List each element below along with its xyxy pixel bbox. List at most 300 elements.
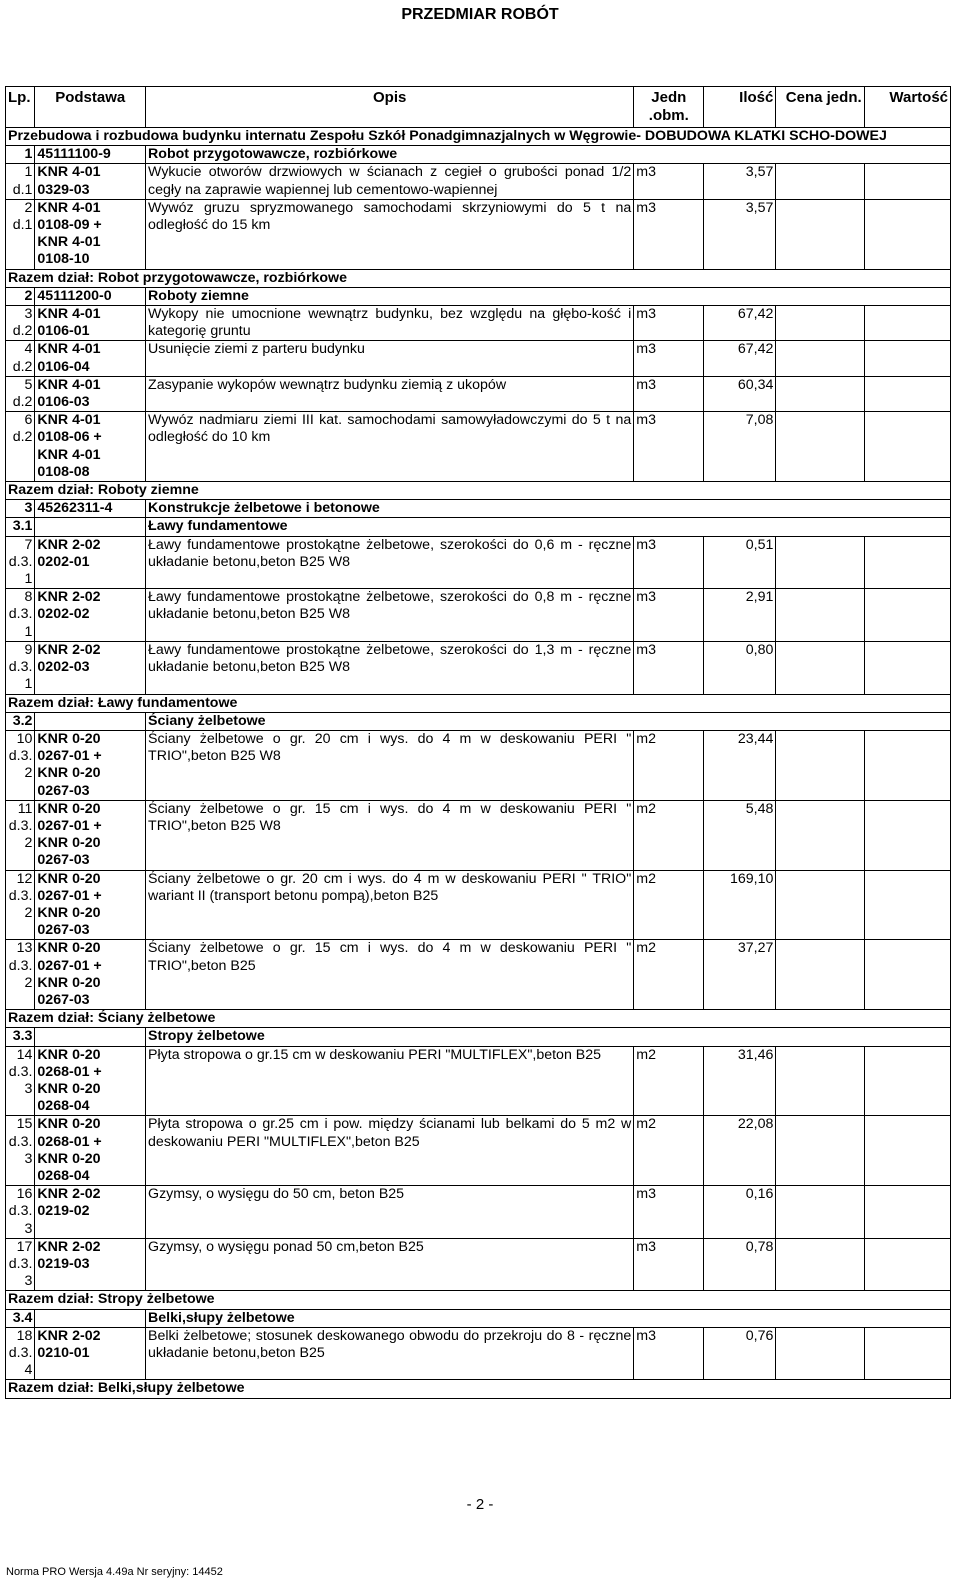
basis-line: KNR 0-20	[37, 730, 101, 747]
basis-line: 0268-01 +	[37, 1133, 102, 1150]
item-basis	[35, 940, 146, 1010]
basis-line: KNR 0-20	[37, 974, 101, 991]
item-quantity: 5,48	[704, 800, 776, 870]
basis-line: 0108-09 +	[37, 217, 102, 234]
item-section-ref-sub: 2	[24, 974, 33, 991]
unit-text: m3	[636, 1186, 656, 1203]
item-quantity: 169,10	[704, 870, 776, 940]
item-section-ref: d.1	[12, 181, 33, 198]
item-basis	[35, 1046, 146, 1116]
item-basis	[35, 800, 146, 870]
item-description: Płyta stropowa o gr.15 cm w deskowaniu PERI "MULTIFLEX",beton B25	[146, 1046, 634, 1116]
item-price	[776, 1186, 864, 1239]
col-lp: Lp.	[6, 87, 35, 128]
sum-row	[6, 1010, 951, 1028]
item-description: Ściany żelbetowe o gr. 15 cm i wys. do 4 m w deskowaniu PERI " TRIO",beton B25	[146, 940, 634, 1010]
sum-row	[6, 269, 951, 287]
table-row	[6, 870, 951, 940]
item-price	[776, 164, 864, 199]
sum-label: Razem dział: Ściany żelbetowe	[6, 1010, 951, 1028]
item-value	[864, 1116, 950, 1186]
basis-line: KNR 0-20	[37, 940, 101, 957]
basis-line: KNR 0-20	[37, 904, 101, 921]
basis-line: 0219-03	[37, 1256, 90, 1272]
section-code: 45111200-0	[35, 287, 146, 305]
item-basis	[35, 589, 146, 642]
item-section-ref: d.3.	[8, 1063, 33, 1080]
item-quantity: 23,44	[704, 730, 776, 800]
item-lp: 9	[24, 641, 33, 658]
item-lp-cell	[6, 1116, 35, 1186]
item-quantity: 67,42	[704, 306, 776, 341]
item-section-ref: d.3.	[8, 1345, 33, 1362]
basis-line: 0202-03	[37, 659, 90, 676]
basis-line: 0268-04	[37, 1098, 90, 1115]
item-lp-cell	[6, 1327, 35, 1380]
item-value	[864, 1186, 950, 1239]
item-price	[776, 536, 864, 589]
item-price	[776, 412, 864, 482]
basis-line: 0202-01	[37, 553, 90, 570]
unit-text: m2	[636, 730, 656, 747]
subsection-name: Belki,słupy żelbetowe	[146, 1309, 951, 1327]
item-description: Wywóz nadmiaru ziemi III kat. samochodami samowyładowczymi do 5 t na odległość do 10 km	[146, 412, 634, 482]
item-value	[864, 536, 950, 589]
item-price	[776, 589, 864, 642]
basis-line: 0106-01	[37, 323, 90, 340]
table-row	[6, 1238, 951, 1291]
item-price	[776, 870, 864, 940]
row-lp: 3.2	[6, 712, 35, 730]
item-section-ref-sub: 3	[24, 1273, 33, 1290]
item-section-ref: d.2	[12, 323, 33, 340]
item-value	[864, 1238, 950, 1291]
basis-line: KNR 0-20	[37, 1046, 101, 1063]
item-lp: 15	[16, 1116, 33, 1133]
footer-note: Norma PRO Wersja 4.49a Nr seryjny: 14452	[6, 1566, 223, 1578]
unit-text: m2	[636, 870, 656, 887]
basis-line: KNR 0-20	[37, 1116, 101, 1133]
item-section-ref-sub: 1	[24, 676, 33, 693]
item-value	[864, 641, 950, 694]
row-lp: 1	[6, 146, 35, 164]
item-price	[776, 1238, 864, 1291]
table-row	[6, 800, 951, 870]
unit-text: m3	[636, 1327, 656, 1344]
item-value	[864, 199, 950, 269]
item-basis	[35, 1116, 146, 1186]
item-unit	[634, 306, 704, 341]
unit-text: m3	[636, 589, 656, 606]
item-value	[864, 341, 950, 376]
basis-line: 0268-04	[37, 1167, 90, 1184]
basis-line: 0108-06 +	[37, 429, 102, 446]
unit-text: m3	[636, 341, 656, 358]
table-row	[6, 164, 951, 199]
item-lp-cell	[6, 1238, 35, 1291]
item-description: Zasypanie wykopów wewnątrz budynku ziemią z ukopów	[146, 376, 634, 411]
basis-line: 0210-01	[37, 1345, 90, 1362]
subsection-row	[6, 1028, 951, 1046]
section-row	[6, 287, 951, 305]
item-basis	[35, 536, 146, 589]
section-name: Roboty ziemne	[146, 287, 951, 305]
col-cena: Cena jedn.	[776, 87, 864, 128]
item-description: Belki żelbetowe; stosunek deskowanego obwodu do przekroju do 8 - ręczne układanie betonu,beton B25	[146, 1327, 634, 1380]
item-price	[776, 1046, 864, 1116]
basis-line: 0267-03	[37, 991, 90, 1008]
item-quantity: 2,91	[704, 589, 776, 642]
subsection-code	[35, 518, 146, 536]
item-lp-cell	[6, 164, 35, 199]
unit-text: m2	[636, 800, 656, 817]
item-value	[864, 412, 950, 482]
item-price	[776, 199, 864, 269]
unit-text: m3	[636, 376, 656, 393]
basis-line: 0106-04	[37, 358, 90, 375]
basis-line: KNR 2-02	[37, 1238, 101, 1255]
item-basis	[35, 412, 146, 482]
item-unit	[634, 536, 704, 589]
item-basis	[35, 730, 146, 800]
basis-line: KNR 0-20	[37, 870, 101, 887]
subsection-row	[6, 518, 951, 536]
item-lp: 7	[24, 536, 33, 553]
item-quantity: 60,34	[704, 376, 776, 411]
item-section-ref: d.3.	[8, 748, 33, 765]
item-lp: 8	[24, 589, 33, 606]
item-lp-cell	[6, 589, 35, 642]
item-section-ref: d.3.	[8, 659, 33, 676]
basis-line: KNR 0-20	[37, 835, 101, 852]
item-unit	[634, 376, 704, 411]
item-lp: 5	[24, 376, 33, 393]
sum-label: Razem dział: Belki,słupy żelbetowe	[6, 1380, 951, 1398]
item-basis	[35, 199, 146, 269]
estimate-table	[5, 86, 951, 1399]
item-value	[864, 870, 950, 940]
table-row	[6, 412, 951, 482]
item-section-ref: d.1	[12, 217, 33, 234]
basis-line: KNR 4-01	[37, 306, 101, 323]
item-section-ref-sub: 2	[24, 765, 33, 782]
item-unit	[634, 412, 704, 482]
table-row	[6, 341, 951, 376]
item-value	[864, 1046, 950, 1116]
table-row	[6, 306, 951, 341]
basis-line: 0267-03	[37, 922, 90, 939]
col-opis: Opis	[146, 87, 634, 128]
unit-text: m3	[636, 641, 656, 658]
item-lp-cell	[6, 1186, 35, 1239]
basis-line: KNR 4-01	[37, 234, 101, 251]
item-lp-cell	[6, 641, 35, 694]
item-lp-cell	[6, 306, 35, 341]
item-description: Ławy fundamentowe prostokątne żelbetowe, szerokości do 1,3 m - ręczne układanie betonu,beton B25 W8	[146, 641, 634, 694]
item-basis	[35, 870, 146, 940]
unit-text: m3	[636, 412, 656, 429]
item-basis	[35, 1186, 146, 1239]
basis-line: 0267-01 +	[37, 887, 102, 904]
item-description: Ściany żelbetowe o gr. 15 cm i wys. do 4 m w deskowaniu PERI " TRIO",beton B25 W8	[146, 800, 634, 870]
basis-line: KNR 2-02	[37, 536, 101, 553]
item-value	[864, 589, 950, 642]
sum-label: Razem dział: Roboty ziemne	[6, 482, 951, 500]
item-lp: 6	[24, 412, 33, 429]
item-basis	[35, 306, 146, 341]
item-quantity: 0,78	[704, 1238, 776, 1291]
row-lp: 2	[6, 287, 35, 305]
item-section-ref-sub: 2	[24, 904, 33, 921]
item-lp: 18	[16, 1327, 33, 1344]
subsection-name: Ściany żelbetowe	[146, 712, 951, 730]
basis-line: 0219-02	[37, 1203, 90, 1220]
col-ilosc: Ilość	[704, 87, 776, 128]
item-value	[864, 376, 950, 411]
item-unit	[634, 341, 704, 376]
item-unit	[634, 1116, 704, 1186]
item-section-ref-sub: 3	[24, 1150, 33, 1167]
basis-line: KNR 4-01	[37, 412, 101, 429]
item-lp: 11	[17, 800, 33, 817]
item-section-ref: d.3.	[8, 817, 33, 834]
item-quantity: 37,27	[704, 940, 776, 1010]
row-lp: 3	[6, 500, 35, 518]
table-row	[6, 730, 951, 800]
basis-line: KNR 0-20	[37, 765, 101, 782]
item-quantity: 0,16	[704, 1186, 776, 1239]
table-row	[6, 1327, 951, 1380]
item-lp: 2	[24, 199, 33, 216]
basis-line: KNR 2-02	[37, 1327, 101, 1344]
item-section-ref: d.3.	[8, 1203, 33, 1220]
unit-text: m3	[636, 1238, 656, 1255]
basis-line: 0108-10	[37, 251, 90, 268]
item-lp-cell	[6, 341, 35, 376]
item-basis	[35, 641, 146, 694]
item-unit	[634, 589, 704, 642]
item-quantity: 22,08	[704, 1116, 776, 1186]
item-quantity: 67,42	[704, 341, 776, 376]
item-section-ref: d.2	[12, 394, 33, 411]
unit-text: m2	[636, 940, 656, 957]
unit-text: m2	[636, 1046, 656, 1063]
sum-row	[6, 482, 951, 500]
item-quantity: 0,80	[704, 641, 776, 694]
sum-row	[6, 694, 951, 712]
item-value	[864, 164, 950, 199]
item-lp-cell	[6, 536, 35, 589]
item-unit	[634, 940, 704, 1010]
item-price	[776, 800, 864, 870]
item-description: Wykopy nie umocnione wewnątrz budynku, bez względu na głębo-kość i kategorię gruntu	[146, 306, 634, 341]
item-price	[776, 641, 864, 694]
subsection-code	[35, 712, 146, 730]
item-value	[864, 1327, 950, 1380]
basis-line: 0267-03	[37, 782, 90, 799]
unit-text: m3	[636, 536, 656, 553]
item-lp-cell	[6, 376, 35, 411]
item-price	[776, 730, 864, 800]
unit-text: m3	[636, 306, 656, 323]
item-section-ref-sub: 4	[24, 1362, 33, 1379]
item-description: Wykucie otworów drzwiowych w ścianach z cegieł o grubości ponad 1/2 cegły na zaprawie wapiennej lub cementowo-wapiennej	[146, 164, 634, 199]
item-section-ref: d.3.	[8, 957, 33, 974]
basis-line: 0106-03	[37, 394, 90, 411]
item-lp: 12	[16, 870, 33, 887]
item-unit	[634, 199, 704, 269]
item-unit	[634, 800, 704, 870]
basis-line: KNR 0-20	[37, 1150, 101, 1167]
item-quantity: 0,76	[704, 1327, 776, 1380]
table-row	[6, 199, 951, 269]
item-lp-cell	[6, 199, 35, 269]
section-name: Robot przygotowawcze, rozbiórkowe	[146, 146, 951, 164]
item-section-ref: d.3.	[8, 1256, 33, 1272]
item-lp-cell	[6, 1046, 35, 1116]
item-description: Gzymsy, o wysięgu ponad 50 cm,beton B25	[146, 1238, 634, 1291]
item-section-ref-sub: 1	[24, 571, 33, 588]
item-value	[864, 730, 950, 800]
table-row	[6, 589, 951, 642]
table-row	[6, 1186, 951, 1239]
item-section-ref: d.3.	[8, 606, 33, 623]
basis-line: 0267-01 +	[37, 817, 102, 834]
item-quantity: 31,46	[704, 1046, 776, 1116]
item-quantity: 7,08	[704, 412, 776, 482]
page-title: PRZEDMIAR ROBÓT	[401, 6, 559, 23]
item-lp-cell	[6, 730, 35, 800]
basis-line: 0108-08	[37, 463, 90, 480]
item-section-ref-sub: 2	[24, 835, 33, 852]
basis-line: KNR 4-01	[37, 446, 101, 463]
item-lp: 14	[16, 1046, 33, 1063]
table-row	[6, 376, 951, 411]
item-unit	[634, 1238, 704, 1291]
item-description: Ściany żelbetowe o gr. 20 cm i wys. do 4 m w deskowaniu PERI " TRIO",beton B25 W8	[146, 730, 634, 800]
item-unit	[634, 1046, 704, 1116]
table-header	[6, 87, 951, 128]
item-value	[864, 800, 950, 870]
item-lp-cell	[6, 870, 35, 940]
basis-line: KNR 2-02	[37, 1186, 101, 1203]
item-basis	[35, 1238, 146, 1291]
item-basis	[35, 164, 146, 199]
project-title-row	[6, 128, 951, 146]
basis-line: KNR 0-20	[37, 800, 101, 817]
col-podstawa: Podstawa	[35, 87, 146, 128]
item-value	[864, 306, 950, 341]
item-unit	[634, 730, 704, 800]
sum-row	[6, 1291, 951, 1309]
unit-text: m3	[636, 199, 656, 216]
item-basis	[35, 341, 146, 376]
item-quantity: 3,57	[704, 199, 776, 269]
item-unit	[634, 164, 704, 199]
col-wartosc: Wartość	[864, 87, 950, 128]
project-title: Przebudowa i rozbudowa budynku internatu Zespołu Szkół Ponadgimnazjalnych w Węgrowie- DOBUDOWA KLATKI SCHO-DOWEJ	[6, 128, 951, 146]
basis-line: 0268-01 +	[37, 1063, 102, 1080]
item-lp: 1	[24, 164, 33, 181]
item-description: Wywóz gruzu spryzmowanego samochodami skrzyniowymi do 5 t na odległość do 15 km	[146, 199, 634, 269]
sum-row	[6, 1380, 951, 1398]
table-row	[6, 641, 951, 694]
item-section-ref: d.2	[12, 358, 33, 375]
col-jedn: Jedn .obm.	[634, 87, 704, 128]
section-row	[6, 500, 951, 518]
basis-line: KNR 4-01	[37, 341, 101, 358]
basis-line: KNR 2-02	[37, 589, 101, 606]
table-row	[6, 1116, 951, 1186]
item-price	[776, 376, 864, 411]
item-section-ref-sub: 1	[24, 623, 33, 640]
basis-line: 0202-02	[37, 606, 90, 623]
basis-line: KNR 4-01	[37, 376, 101, 393]
item-description: Ławy fundamentowe prostokątne żelbetowe, szerokości do 0,6 m - ręczne układanie betonu,beton B25 W8	[146, 536, 634, 589]
section-code: 45111100-9	[35, 146, 146, 164]
item-basis	[35, 376, 146, 411]
item-quantity: 0,51	[704, 536, 776, 589]
subsection-row	[6, 1309, 951, 1327]
unit-text: m2	[636, 1116, 656, 1133]
item-section-ref: d.3.	[8, 887, 33, 904]
basis-line: 0267-03	[37, 852, 90, 869]
subsection-name: Stropy żelbetowe	[146, 1028, 951, 1046]
item-section-ref-sub: 3	[24, 1080, 33, 1097]
item-lp: 10	[16, 730, 33, 747]
item-section-ref: d.3.	[8, 553, 33, 570]
item-quantity: 3,57	[704, 164, 776, 199]
item-section-ref-sub: 3	[24, 1220, 33, 1237]
basis-line: KNR 4-01	[37, 164, 101, 181]
item-lp: 4	[24, 341, 33, 358]
item-lp-cell	[6, 940, 35, 1010]
item-unit	[634, 1186, 704, 1239]
item-description: Płyta stropowa o gr.25 cm i pow. między ścianami lub belkami do 5 m2 w deskowaniu PERI "MULTIFLEX",beton B25	[146, 1116, 634, 1186]
item-basis	[35, 1327, 146, 1380]
item-lp: 3	[24, 306, 33, 323]
item-value	[864, 940, 950, 1010]
item-section-ref: d.2	[12, 429, 33, 446]
item-price	[776, 1116, 864, 1186]
row-lp: 3.4	[6, 1309, 35, 1327]
basis-line: 0267-01 +	[37, 957, 102, 974]
section-row	[6, 146, 951, 164]
subsection-code	[35, 1309, 146, 1327]
item-lp: 13	[16, 940, 33, 957]
item-description: Usunięcie ziemi z parteru budynku	[146, 341, 634, 376]
table-row	[6, 940, 951, 1010]
basis-line: KNR 2-02	[37, 641, 101, 658]
item-unit	[634, 1327, 704, 1380]
sum-label: Razem dział: Ławy fundamentowe	[6, 694, 951, 712]
row-lp: 3.1	[6, 518, 35, 536]
item-lp-cell	[6, 800, 35, 870]
item-unit	[634, 870, 704, 940]
section-code: 45262311-4	[35, 500, 146, 518]
basis-line: KNR 0-20	[37, 1080, 101, 1097]
item-section-ref: d.3.	[8, 1133, 33, 1150]
page-number: - 2 -	[466, 1496, 494, 1513]
basis-line: KNR 4-01	[37, 199, 101, 216]
table-body	[6, 128, 951, 1399]
unit-text: m3	[636, 164, 656, 181]
item-unit	[634, 641, 704, 694]
item-description: Ławy fundamentowe prostokątne żelbetowe, szerokości do 0,8 m - ręczne układanie betonu,beton B25 W8	[146, 589, 634, 642]
item-description: Gzymsy, o wysięgu do 50 cm, beton B25	[146, 1186, 634, 1239]
subsection-code	[35, 1028, 146, 1046]
item-price	[776, 940, 864, 1010]
